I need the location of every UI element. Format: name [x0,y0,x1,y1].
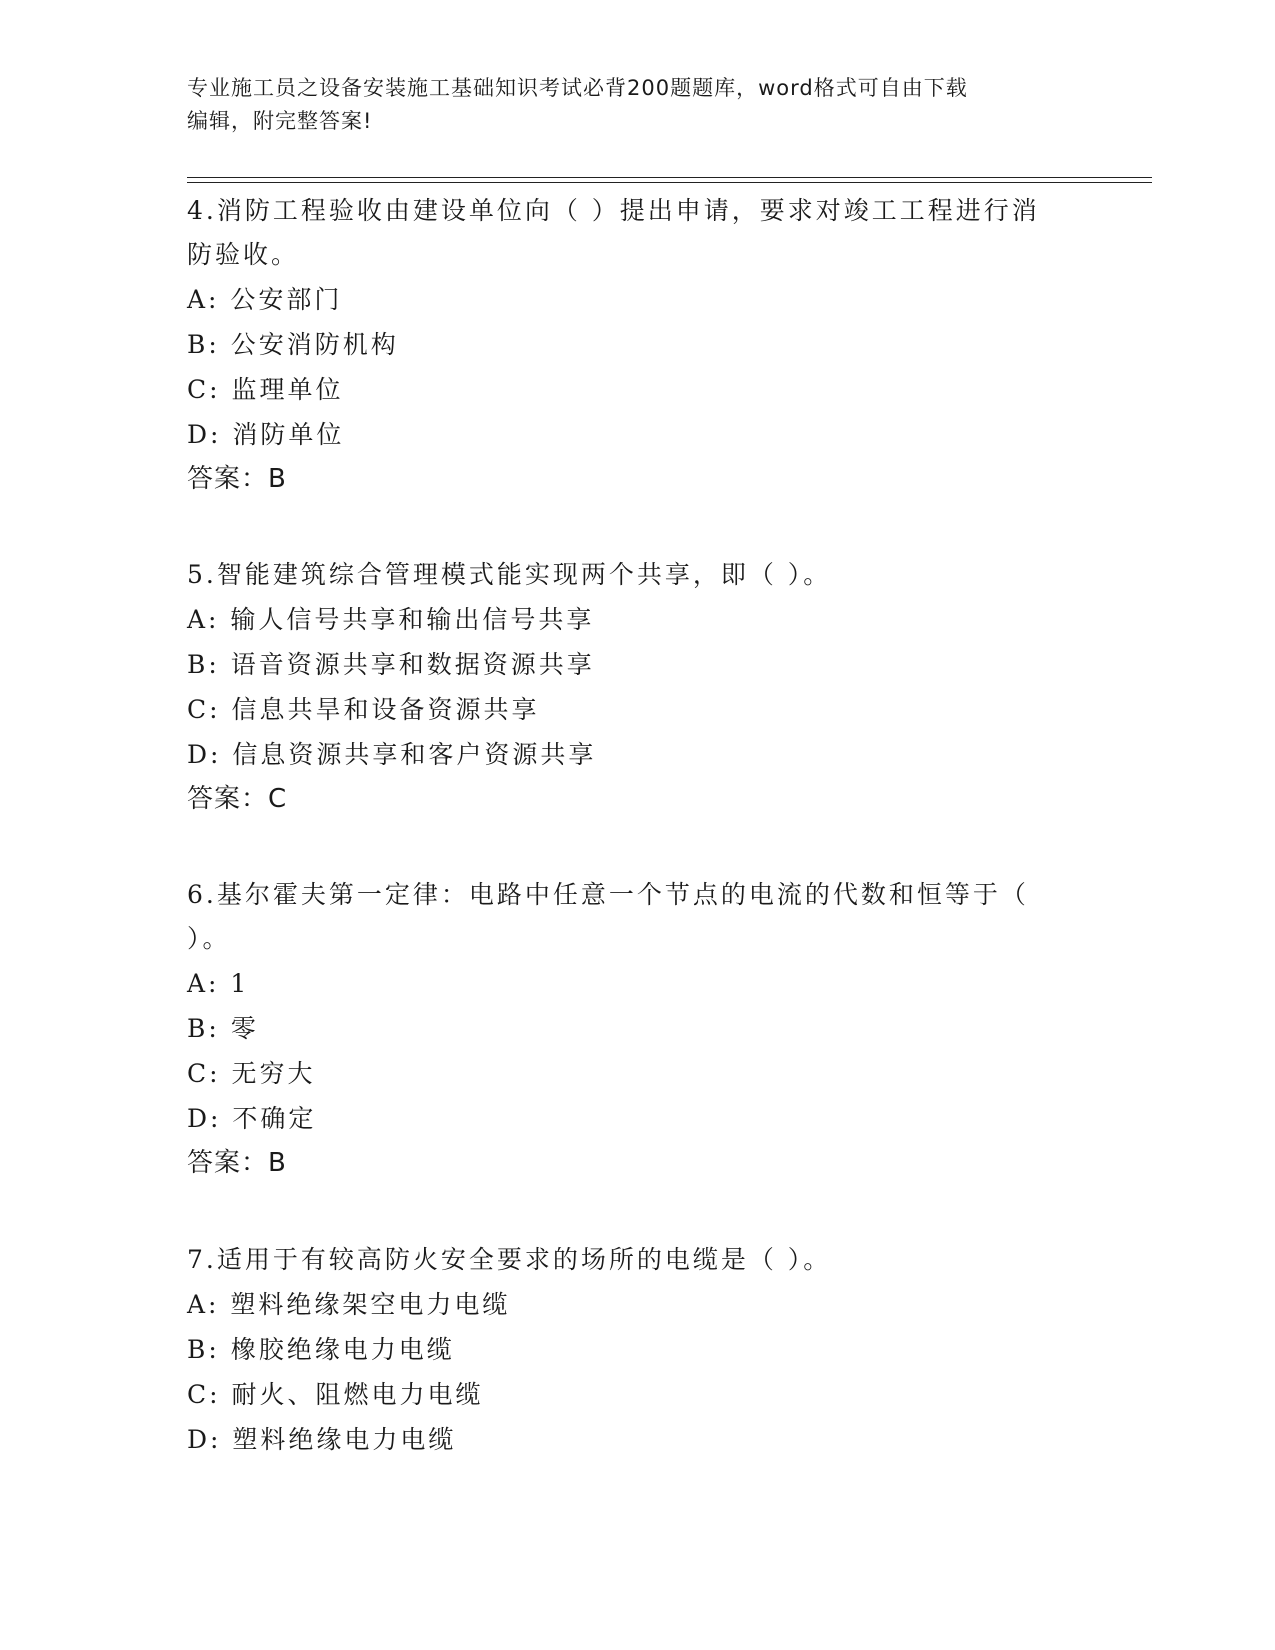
question-4 [187,189,1087,502]
option-c: C: 耐火、阻燃电力电缆 [187,1380,484,1409]
question-stem-line-1: 4.消防工程验收由建设单位向（ ）提出申请，要求对竣工工程进行消 [187,196,1040,225]
answer: 答案：B [187,464,287,494]
option-a: A: 塑料绝缘架空电力电缆 [187,1290,511,1319]
option-c: C: 无穷大 [187,1059,316,1088]
header-line-1: 专业施工员之设备安装施工基础知识考试必背200题题库，word格式可自由下载 [187,76,968,100]
header-line-2: 编辑，附完整答案! [187,109,373,133]
question-6 [187,873,1087,1186]
question-stem-line-1: 7.适用于有较高防火安全要求的场所的电缆是（ ）。 [187,1245,832,1274]
header-divider-bottom [187,182,1152,183]
option-a: A: 公安部门 [187,285,343,314]
answer: 答案：B [187,1148,287,1178]
question-stem-line-2: 防验收。 [187,240,300,269]
document-header [187,72,1067,138]
option-a: A: 输人信号共享和输出信号共享 [187,605,595,634]
option-d: D: 不确定 [187,1104,317,1133]
option-c: C: 信息共旱和设备资源共享 [187,695,540,724]
option-b: B: 零 [187,1014,259,1043]
header-divider-top [187,177,1152,178]
question-7 [187,1238,1087,1462]
option-b: B: 公安消防机构 [187,330,399,359]
option-d: D: 消防单位 [187,420,345,449]
option-d: D: 塑料绝缘电力电缆 [187,1425,457,1454]
question-stem-line-1: 5.智能建筑综合管理模式能实现两个共享，即（ ）。 [187,560,832,589]
option-a: A: 1 [187,969,250,998]
answer: 答案：C [187,784,288,814]
option-b: B: 语音资源共享和数据资源共享 [187,650,595,679]
option-b: B: 橡胶绝缘电力电缆 [187,1335,455,1364]
question-5 [187,553,1087,822]
question-stem-line-1: 6.基尔霍夫第一定律：电路中任意一个节点的电流的代数和恒等于（ [187,880,1029,909]
option-d: D: 信息资源共享和客户资源共享 [187,740,597,769]
question-stem-line-2: ）。 [187,924,231,953]
option-c: C: 监理单位 [187,375,344,404]
